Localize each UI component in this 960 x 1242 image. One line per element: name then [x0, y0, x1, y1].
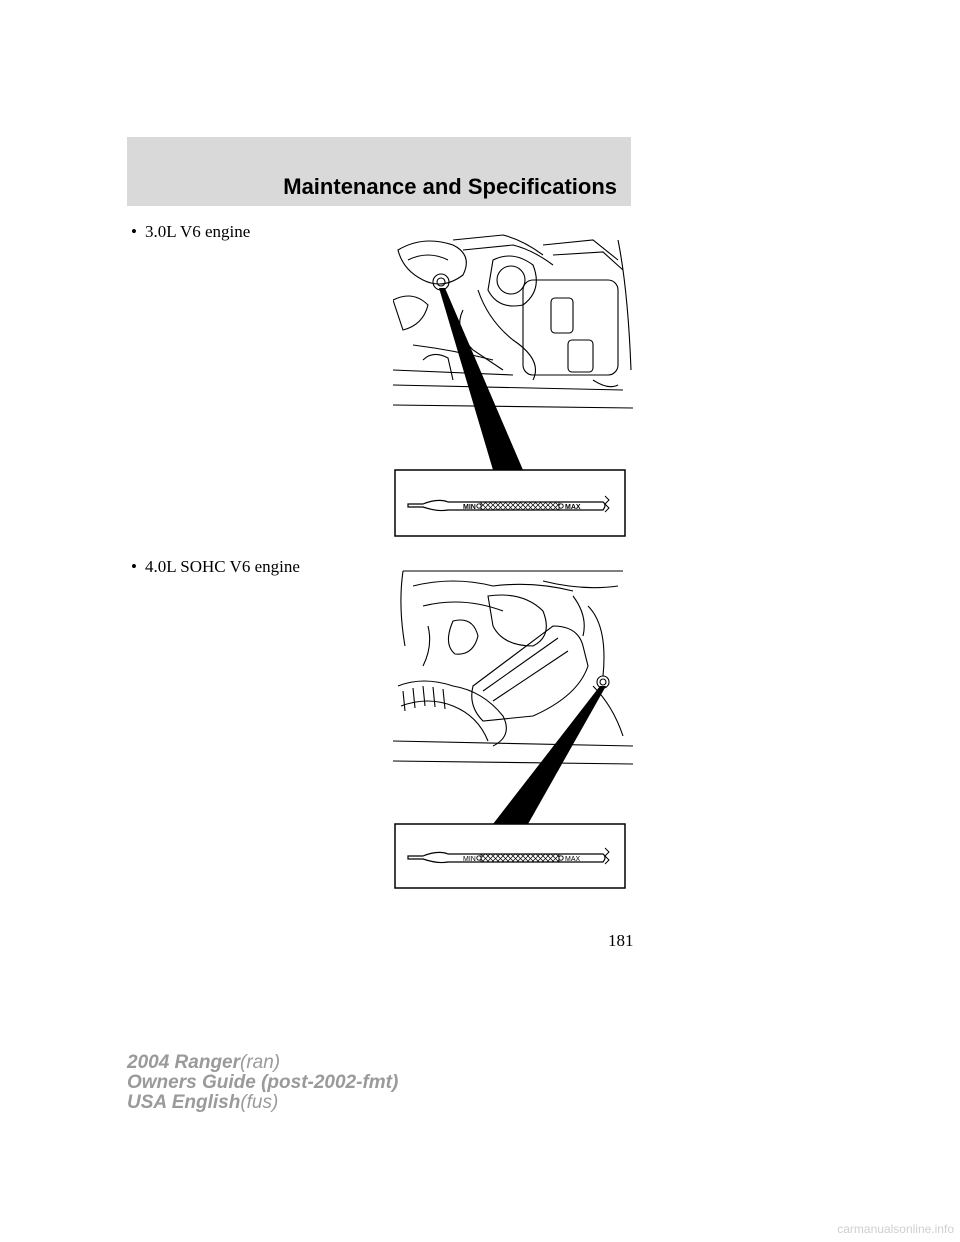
- dipstick-safe-range-hatch: [481, 502, 559, 510]
- section-title: Maintenance and Specifications: [283, 174, 617, 199]
- footer-line-guide: [127, 1073, 398, 1093]
- footer-model: 2004 Ranger: [127, 1052, 241, 1073]
- footer-line-model: [127, 1053, 398, 1073]
- engine-illustration-3-0l: [393, 230, 633, 540]
- dipstick-max-label: MAX: [565, 856, 581, 863]
- dipstick-pointer: [439, 288, 523, 470]
- bullet-marker: •: [131, 222, 137, 241]
- dipstick-min-label: MIN: [463, 856, 476, 863]
- bullet-item-3-0l-engine: [131, 222, 250, 242]
- dipstick-max-label: MAX: [565, 504, 581, 511]
- bullet-item-4-0l-engine: [131, 557, 300, 577]
- bullet-marker: •: [131, 557, 137, 576]
- dipstick-pointer: [493, 686, 606, 824]
- page-number: 181: [608, 931, 634, 950]
- footer-guide-name: Owners Guide (post-2002-fmt): [127, 1072, 399, 1093]
- dipstick-safe-range-hatch: [481, 854, 559, 862]
- document-footer: [127, 1053, 398, 1113]
- bullet-text: 3.0L V6 engine: [145, 222, 251, 241]
- footer-language-code: (fus): [240, 1092, 279, 1113]
- footer-language: USA English: [127, 1092, 241, 1113]
- footer-model-code: (ran): [240, 1052, 281, 1073]
- engine-line-art: [393, 571, 633, 764]
- dipstick-min-label: MIN: [463, 504, 476, 511]
- bullet-text: 4.0L SOHC V6 engine: [145, 557, 300, 576]
- footer-line-language: [127, 1093, 398, 1113]
- engine-line-art: [393, 235, 633, 408]
- section-header-band: [127, 137, 631, 206]
- watermark: carmanualsonline.info: [837, 1222, 954, 1236]
- engine-illustration-4-0l: [393, 566, 633, 891]
